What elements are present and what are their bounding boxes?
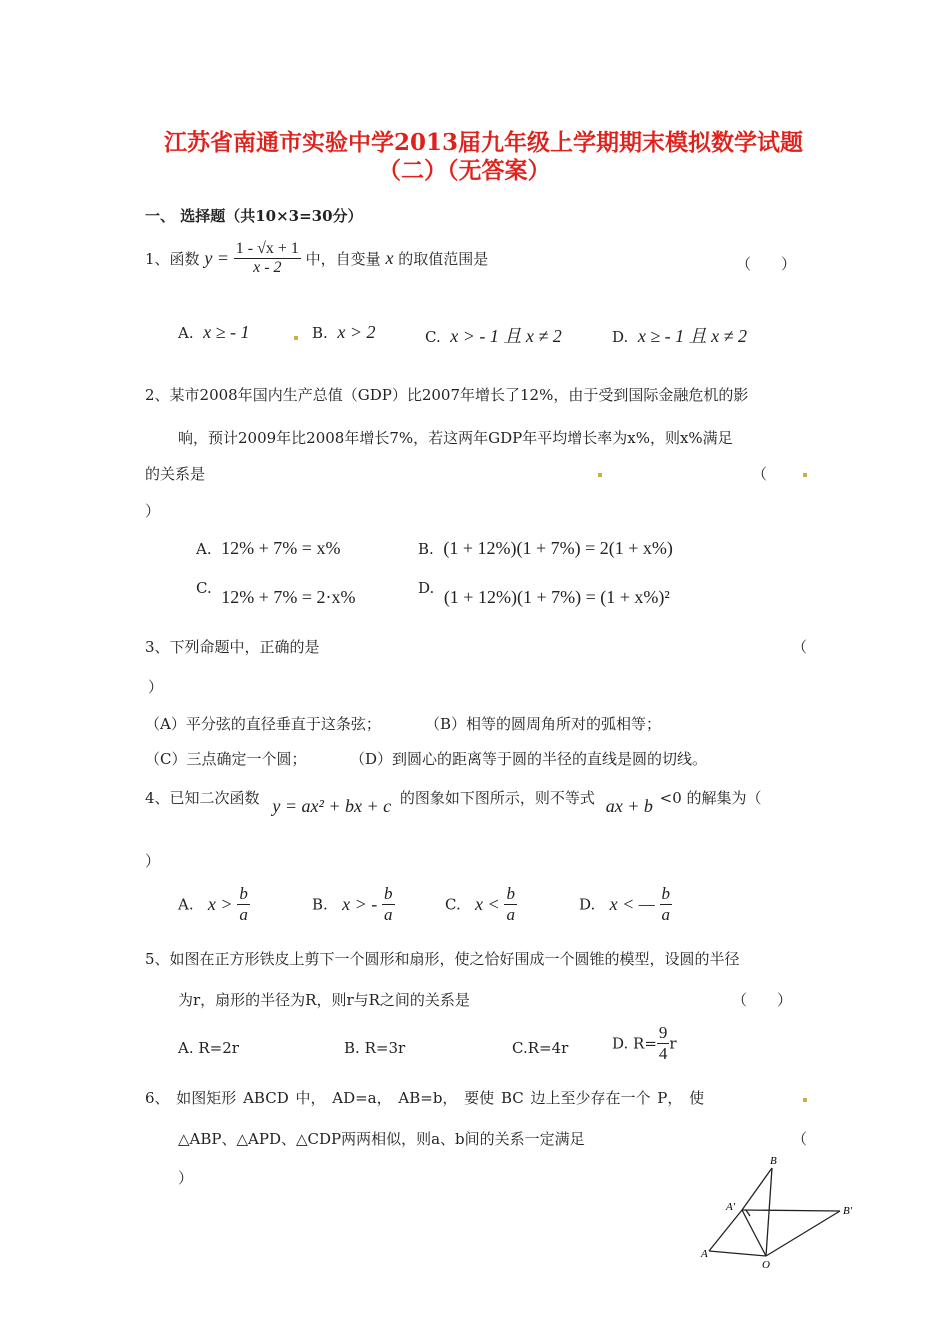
q2-line-1: 2、某市2008年国内生产总值（GDP）比2007年增长了12%，由于受到国际金融危机的影 bbox=[145, 386, 749, 404]
q4-mid: 的图象如下图所示，则不等式 bbox=[399, 789, 595, 807]
q1-option-d: D. x ≥ - 1 且 x ≠ 2 bbox=[612, 326, 748, 346]
q1-option-a: A. x ≥ - 1 bbox=[178, 322, 250, 342]
q3-option-c: （C）三点确定一个圆； bbox=[145, 750, 307, 768]
q4-option-d: D. x < — $\frac{b}{a}$ bbox=[579, 884, 670, 924]
q4-option-a: A. x > $\frac{b}{a}$ bbox=[178, 884, 248, 924]
q6-line-1: 6、 如图矩形 ABCD 中， AD=a， AB=b， 要使 BC 边上至少存在一个 P， 使 bbox=[145, 1089, 705, 1107]
q2-paren-open: （ bbox=[752, 465, 768, 483]
question-1 bbox=[145, 240, 488, 300]
q5-line-1: 5、如图在正方形铁皮上剪下一个圆形和扇形，使之恰好围成一个圆锥的模型，设圆的半径 bbox=[145, 950, 740, 968]
q2-option-c: C. 12% + 7% = 2·x% bbox=[196, 579, 356, 607]
q3-line-1: 3、下列命题中，正确的是 bbox=[145, 638, 320, 656]
q1-prefix: 1、函数 bbox=[145, 250, 200, 268]
figure-label-a-prime: A' bbox=[726, 1201, 736, 1213]
scan-dot bbox=[598, 473, 602, 477]
q3-option-d: （D）到圆心的距离等于圆的半径的直线是圆的切线。 bbox=[350, 750, 708, 768]
q1-numerator: 1 - √x + 1 bbox=[235, 240, 299, 257]
q3-paren-open: （ bbox=[792, 638, 808, 656]
q5-answer-paren: （ ） bbox=[732, 991, 793, 1009]
q6-paren-open: （ bbox=[792, 1130, 808, 1148]
q4-formula: y = ax² + bx + c bbox=[272, 796, 392, 816]
title-line-2: （二）（无答案） bbox=[378, 157, 551, 184]
q5-line-2: 为r，扇形的半径为R，则r与R之间的关系是 bbox=[178, 991, 470, 1009]
q3-paren-close: ） bbox=[148, 678, 164, 696]
q2-option-d: D. (1 + 12%)(1 + 7%) = (1 + x%)² bbox=[418, 579, 670, 607]
q1-option-c: C. x > - 1 且 x ≠ 2 bbox=[425, 326, 562, 346]
q1-option-b: B. x > 2 bbox=[312, 322, 376, 342]
q1-formula-y: y = bbox=[204, 248, 229, 268]
q1-var: x bbox=[385, 248, 394, 268]
q1-text2: 的取值范围是 bbox=[398, 250, 489, 268]
scan-dot bbox=[803, 473, 807, 477]
q1-text: 中，自变量 bbox=[305, 250, 381, 268]
figure-label-o: O bbox=[762, 1259, 770, 1271]
q2-line-3: 的关系是 bbox=[145, 465, 206, 483]
scan-dot bbox=[803, 1098, 807, 1102]
q6-paren-close: ） bbox=[178, 1169, 194, 1187]
q4-paren-close: ） bbox=[145, 852, 161, 870]
q4-inequality: ax + b bbox=[605, 796, 653, 816]
q5-option-d: D. R= $\frac{9}{4}$ r bbox=[612, 1023, 677, 1063]
q4-option-b: B. x > - $\frac{b}{a}$ bbox=[312, 884, 393, 924]
q3-option-b: （B）相等的圆周角所对的弧相等； bbox=[425, 715, 662, 733]
q5-option-b: B. R=3r bbox=[344, 1039, 406, 1057]
q6-line-2: △ABP、△APD、△CDP两两相似，则a、b间的关系一定满足 bbox=[178, 1130, 585, 1148]
geometry-figure bbox=[690, 1150, 870, 1280]
scan-dot bbox=[294, 336, 298, 340]
figure-label-a: A bbox=[701, 1248, 708, 1260]
q2-paren-close: ） bbox=[145, 502, 161, 520]
figure-label-b: B bbox=[770, 1155, 777, 1167]
title-line-1: 江苏省南通市实验中学2013届九年级上学期期末模拟数学试题 bbox=[164, 129, 804, 156]
q4-prefix: 4、已知二次函数 bbox=[145, 789, 260, 807]
q2-option-b: B. (1 + 12%)(1 + 7%) = 2(1 + x%) bbox=[418, 538, 673, 558]
q1-answer-paren: （ ） bbox=[736, 255, 797, 273]
q1-denominator: x - 2 bbox=[253, 259, 282, 276]
q2-option-a: A. 12% + 7% = x% bbox=[196, 538, 341, 558]
figure-label-b-prime: B' bbox=[843, 1205, 853, 1217]
q5-option-c: C.R=4r bbox=[512, 1039, 569, 1057]
q4-tail: <0 的解集为（ bbox=[659, 789, 762, 807]
q4-option-c: C. x < $\frac{b}{a}$ bbox=[445, 884, 515, 924]
q3-option-a: （A）平分弦的直径垂直于这条弦； bbox=[145, 715, 381, 733]
q2-line-2: 响，预计2009年比2008年增长7%，若这两年GDP年平均增长率为x%，则x%满足 bbox=[178, 429, 733, 447]
q5-option-a: A. R=2r bbox=[178, 1039, 239, 1057]
q1-fraction bbox=[234, 240, 301, 277]
section-heading: 一、 选择题（共10×3=30分） bbox=[145, 207, 363, 225]
question-4 bbox=[145, 787, 762, 816]
